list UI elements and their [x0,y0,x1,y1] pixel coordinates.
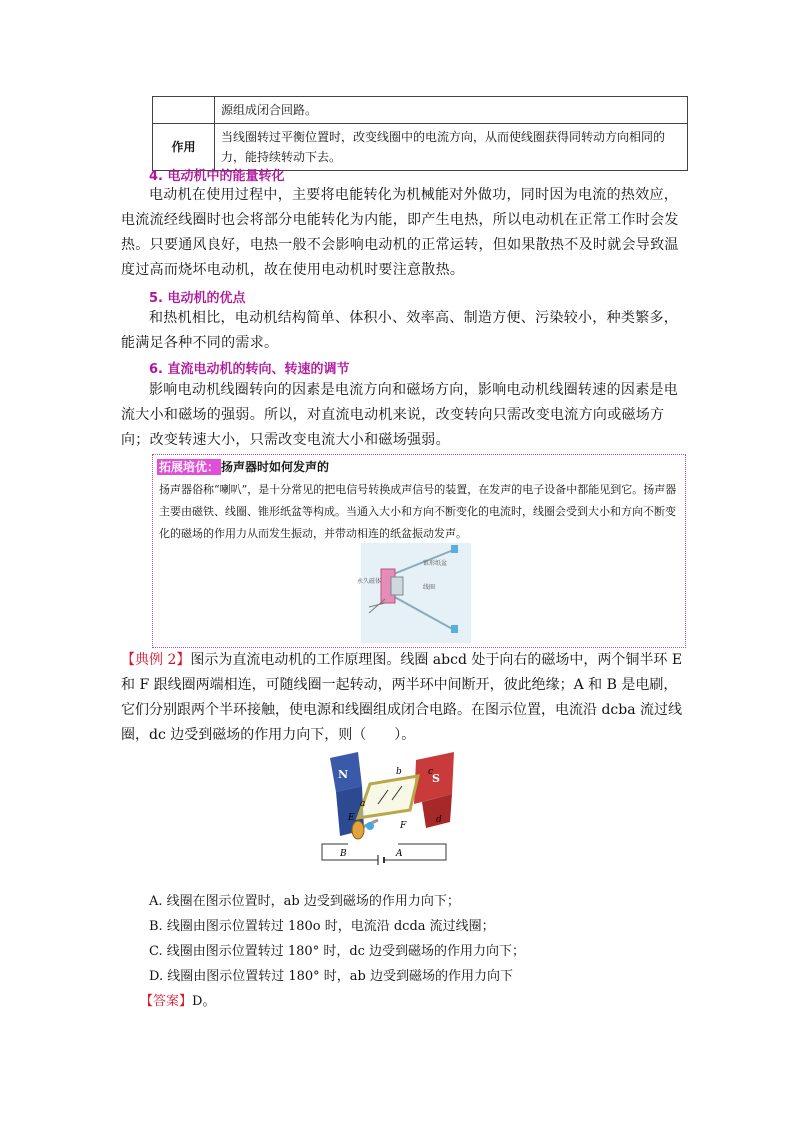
speaker-label-magnet: 永久磁体 [357,578,382,585]
speaker-diagram [357,543,471,643]
coil-label-b: b [396,767,402,777]
table-row [153,124,688,171]
answer [140,992,215,1012]
ring-label-e: E [348,813,355,823]
example-2 [121,648,683,748]
section-5-title: 5. 电动机的优点 [149,291,246,306]
extension-box [152,454,686,648]
speaker-label-coil: 线圈 [423,584,436,591]
table-cell: 源组成闭合回路。 [215,97,688,124]
answer-text: D。 [192,994,216,1009]
table-cell: 当线圈转过平衡位置时，改变线圈中的电流方向，从而使线圈获得同转动方向相同的力，能持续转动下去。 [215,124,688,171]
section-4-text: 电动机在使用过程中，主要将电能转化为机械能对外做功，同时因为电流的热效应，电流流经线圈时也会将部分电能转化为内能，即产生电热，所以电动机在正常工作时会发热。只要通风良好，电热一般不会影响电动机的正常运转，但如果散热不及时就会导致温度过高而烧坏电动机，故在使用电动机时要注意散热。 [121,187,679,278]
extension-title: 扬声器时如何发声的 [221,460,330,474]
extension-text: 扬声器俗称“喇叭”，是十分常见的把电信号转换成声信号的装置，在发声的电子设备中都能见到它。扬声器主要由磁铁、线圈、锥形纸盆等构成。当通入大小和方向不断变化的电流时，线圈会受到大小和方向不断变化的磁场的作用力从而发生振动，并带动相连的纸盆振动发声。 [159,483,677,540]
coil-label-d: d [436,815,442,825]
table-row-label: 作用 [153,124,215,171]
section-6-title: 6. 直流电动机的转向、转速的调节 [149,362,350,377]
section-4-title: 4. 电动机中的能量转化 [149,169,285,184]
example-2-tag: 【典例 2】 [121,652,191,668]
pole-n-label: N [338,768,349,781]
extension-tag: 拓展培优： [159,460,220,474]
option-a: A. 线圈在图示位置时，ab 边受到磁场的作用力向下； [149,894,460,909]
table-row [153,97,688,124]
table-cell-empty [153,97,215,124]
section-6-text: 影响电动机线圈转向的因素是电流方向和磁场方向，影响电动机线圈转速的因素是电流大小和磁场的强弱。所以，对直流电动机来说，改变转向只需改变电流方向或磁场方向；改变转速大小，只需改变电流大小和磁场强弱。 [121,382,679,448]
structure-table [152,96,688,171]
section-5-text: 和热机相比，电动机结构简单、体积小、效率高、制造方便、污染较小，种类繁多，能满足各种不同的需求。 [121,310,679,351]
ring-label-f: F [400,821,407,831]
pole-s-label: S [432,772,440,785]
coil-label-a: a [360,799,366,809]
brush-label-b: B [340,849,347,859]
option-b: B. 线圈由图示位置转过 180o 时，电流沿 dcda 流过线圈； [149,919,495,934]
example-2-text: 图示为直流电动机的工作原理图。线圈 abcd 处于向右的磁场中，两个铜半环 E 和 F 跟线圈两端相连，可随线圈一起转动，两半环中间断开，彼此绝缘；A 和 B 是电刷，它们分别跟两个半环接触，使电源和线圈组成闭合电路。在图示位置，电流沿 dcba 流过线圈，dc 边受到磁场的作用力向下，则（ ）。 [121,652,683,743]
coil-label-c: c [428,767,434,777]
answer-tag: 【答案】 [140,994,193,1009]
option-c: C. 线圈由图示位置转过 180° 时，dc 边受到磁场的作用力向下； [149,944,526,959]
option-d: D. 线圈由图示位置转过 180° 时，ab 边受到磁场的作用力向下 [149,969,514,984]
speaker-label-cone: 锥形纸盆 [423,560,448,567]
dc-motor-diagram [318,752,458,870]
brush-label-a: A [396,849,403,859]
extension-heading [157,458,329,475]
